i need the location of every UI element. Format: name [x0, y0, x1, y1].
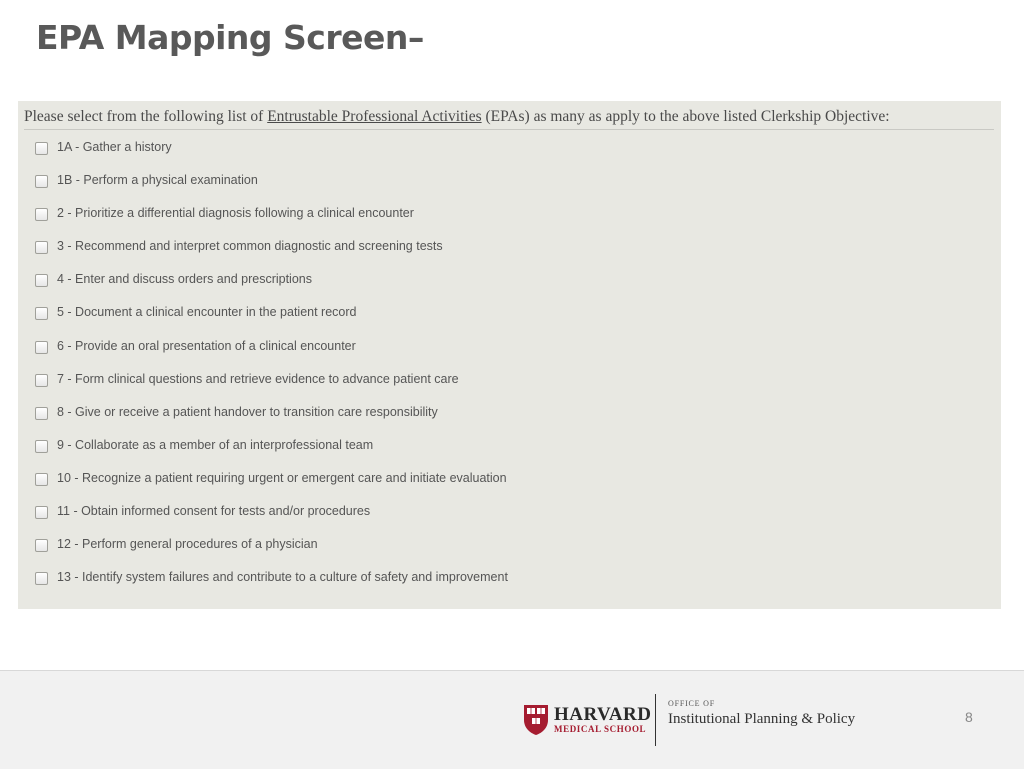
epa-item-13[interactable] [18, 569, 1001, 602]
prompt-text-after: (EPAs) as many as apply to the above listed Clerkship Objective: [481, 108, 890, 125]
epa-item-6[interactable] [18, 338, 1001, 371]
epa-label[interactable]: 13 - Identify system failures and contribute to a culture of safety and improvement [57, 570, 508, 585]
epa-item-7[interactable] [18, 371, 1001, 404]
epa-checkbox[interactable] [35, 208, 48, 221]
epa-label[interactable]: 3 - Recommend and interpret common diagnostic and screening tests [57, 239, 443, 254]
epa-label[interactable]: 7 - Form clinical questions and retrieve evidence to advance patient care [57, 371, 459, 386]
epa-label[interactable]: 1A - Gather a history [57, 140, 172, 154]
epa-label[interactable]: 5 - Document a clinical encounter in the patient record [57, 305, 357, 320]
epa-checkbox[interactable] [35, 572, 48, 585]
office-block [668, 699, 855, 728]
office-name: Institutional Planning & Policy [668, 711, 856, 727]
epa-selection-form [18, 101, 1001, 609]
epa-label[interactable]: 10 - Recognize a patient requiring urgent or emergent care and initiate evaluation [57, 470, 507, 485]
epa-label[interactable]: 8 - Give or receive a patient handover to transition care responsibility [57, 404, 438, 419]
epa-checkbox[interactable] [35, 307, 48, 320]
epa-label[interactable]: 6 - Provide an oral presentation of a clinical encounter [57, 338, 356, 353]
harvard-medical-school-logo [523, 704, 652, 736]
office-of-label: OFFICE OF [668, 699, 715, 708]
epa-item-2[interactable] [18, 205, 1001, 238]
epa-item-1b[interactable] [18, 172, 1001, 205]
epa-checkbox[interactable] [35, 374, 48, 387]
epa-checkbox[interactable] [35, 241, 48, 254]
epa-item-9[interactable] [18, 437, 1001, 470]
epa-label[interactable]: 9 - Collaborate as a member of an interprofessional team [57, 437, 374, 452]
epa-checkbox[interactable] [35, 407, 48, 420]
logo-wordmark [554, 705, 652, 735]
epa-checkbox[interactable] [35, 506, 48, 519]
prompt-text-before: Please select from the following list of [24, 108, 268, 125]
epa-item-12[interactable] [18, 536, 1001, 569]
epa-label[interactable]: 12 - Perform general procedures of a physician [57, 537, 318, 552]
epa-checkbox[interactable] [35, 175, 48, 188]
epa-label[interactable]: 1B - Perform a physical examination [57, 173, 258, 188]
logo-school: MEDICAL SCHOOL [554, 724, 647, 734]
epa-checkbox[interactable] [35, 142, 48, 155]
epa-item-8[interactable] [18, 404, 1001, 437]
epa-item-10[interactable] [18, 470, 1001, 503]
epa-checkbox-list [18, 139, 1001, 602]
epa-label[interactable]: 4 - Enter and discuss orders and prescriptions [57, 272, 312, 287]
epa-checkbox[interactable] [35, 440, 48, 453]
epa-checkbox[interactable] [35, 341, 48, 354]
epa-item-11[interactable] [18, 503, 1001, 536]
slide-footer [0, 670, 1024, 769]
logo-name: HARVARD [554, 704, 652, 725]
slide-title: EPA Mapping Screen– [36, 18, 424, 57]
epa-item-3[interactable] [18, 238, 1001, 271]
epa-checkbox[interactable] [35, 274, 48, 287]
page-number: 8 [965, 709, 973, 725]
harvard-veritas-shield-icon [523, 704, 549, 736]
epa-definition-link[interactable]: Entrustable Professional Activities [267, 108, 482, 125]
epa-label[interactable]: 11 - Obtain informed consent for tests and/or procedures [57, 504, 371, 519]
epa-label[interactable]: 2 - Prioritize a differential diagnosis following a clinical encounter [57, 206, 414, 221]
epa-checkbox[interactable] [35, 539, 48, 552]
footer-divider [655, 694, 656, 746]
epa-checkbox[interactable] [35, 473, 48, 486]
epa-item-1a[interactable] [18, 139, 1001, 172]
epa-item-4[interactable] [18, 271, 1001, 304]
epa-item-5[interactable] [18, 304, 1001, 337]
form-prompt [24, 107, 994, 130]
